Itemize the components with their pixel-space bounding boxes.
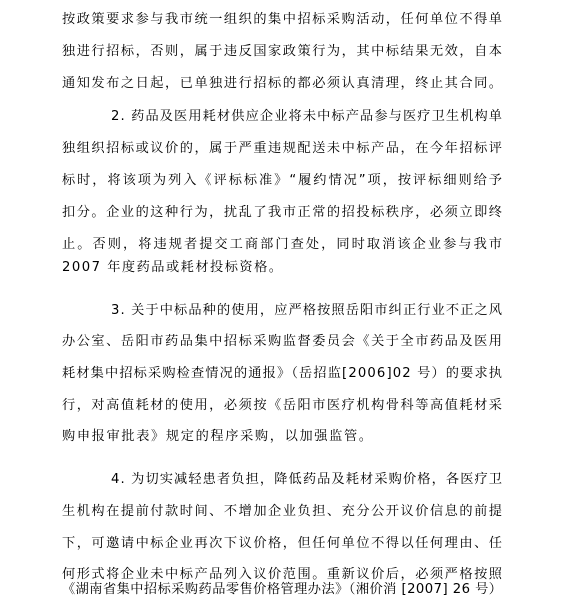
document-line: 止。否则，将违规者提交工商部门查处，同时取消该企业参与我市 — [62, 237, 505, 252]
document-line: 3. 关于中标品种的使用，应严格按照岳阳市纠正行业不正之风 — [111, 303, 504, 318]
document-line: 下，可邀请中标企业再次下议价格，但任何单位不得以任何理由、任 — [62, 536, 504, 551]
document-line: 按政策要求参与我市统一组织的集中招标采购活动，任何单位不得单 — [62, 12, 504, 27]
document-line: 通知发布之日起，已单独进行招标的都必须认真清理，终止其合同。 — [62, 76, 504, 91]
document-line: 行，对高值耗材的使用，必须按《岳阳市医疗机构骨科等高值耗材采 — [62, 398, 504, 413]
document-line: 扣分。企业的这种行为，扰乱了我市正常的招投标秩序，必须立即终 — [62, 205, 504, 220]
document-line: 独进行招标，否则，属于违反国家政策行为，其中标结果无效，自本 — [62, 44, 504, 59]
document-line: 4. 为切实减轻患者负担，降低药品及耗材采购价格，各医疗卫 — [111, 472, 504, 487]
document-line: 2. 药品及医用耗材供应企业将未中标产品参与医疗卫生机构单 — [111, 109, 504, 124]
document-line: 何形式将企业未中标产品列入议价范围。重新议价后，必须严格按照 — [62, 567, 504, 582]
document-line: 购申报审批表》规定的程序采购，以加强监管。 — [62, 429, 374, 444]
document-line: 生机构在提前付款时间、不增加企业负担、充分公开议价信息的前提 — [62, 504, 504, 519]
document-line: 2007 年度药品或耗材投标资格。 — [62, 260, 284, 275]
document-line: 标时，将该项为列入《评标标准》“履约情况”项，按评标细则给予 — [62, 173, 504, 188]
document-line: 独组织招标或议价的，属于严重违规配送未中标产品，在今年招标评 — [62, 141, 504, 156]
document-line: 《湖南省集中招标采购药品零售价格管理办法》（湘价消 [2007] 26 号） — [62, 582, 503, 597]
document-line: 办公室、岳阳市药品集中招标采购监督委员会《关于全市药品及医用 — [62, 334, 504, 349]
document-line: 耗材集中招标采购检查情况的通报》（岳招监[2006]02 号）的要求执 — [62, 366, 504, 381]
